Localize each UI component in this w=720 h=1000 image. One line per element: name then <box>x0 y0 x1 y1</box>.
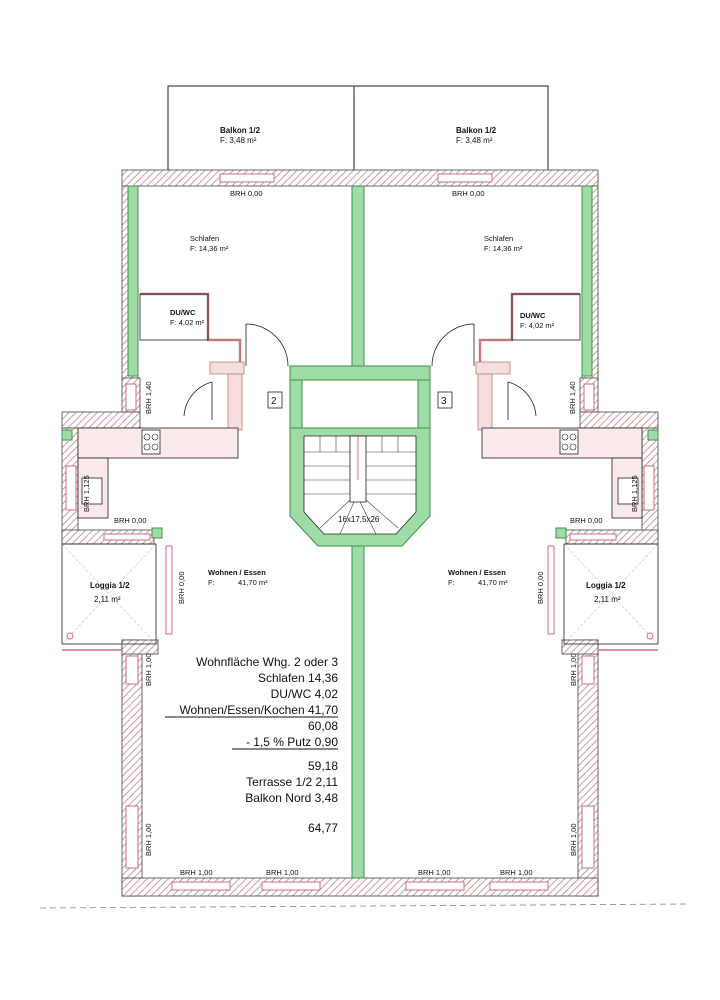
ground-line <box>40 904 690 908</box>
summary-wohnen: Wohnen/Essen/Kochen 41,70 <box>179 703 338 717</box>
balcony-right <box>354 86 548 172</box>
schlafen-right-area: F: 14,36 m² <box>484 244 523 253</box>
wohnen-right-prefix: F: <box>448 578 455 587</box>
summary-duwc: DU/WC 4,02 <box>270 687 338 701</box>
balkon-right-name: Balkon 1/2 <box>456 126 497 135</box>
balkon-right-area: F: 3,48 m² <box>456 136 493 145</box>
summary-terrasse: Terrasse 1/2 2,11 <box>246 775 338 789</box>
schlafen-right-name: Schlafen <box>484 234 514 243</box>
duwc-left-area: F: 4,02 m² <box>170 318 205 327</box>
wohnen-left-area: 41,70 m² <box>238 578 268 587</box>
staircase <box>290 428 430 546</box>
brh-bottom-2: BRH 1,00 <box>266 868 299 877</box>
summary-balkon: Balkon Nord 3,48 <box>245 791 338 805</box>
balkon-left-name: Balkon 1/2 <box>220 126 261 135</box>
brh-top-left: BRH 0,00 <box>230 189 263 198</box>
brh-side-left-low: BRH 1,00 <box>144 823 153 856</box>
wohnen-left-prefix: F: <box>208 578 215 587</box>
brh-loggia-top-right: BRH 0,00 <box>570 516 603 525</box>
brh-kitchen-right: BRH 1,125 <box>630 475 639 512</box>
brh-kitchen-left: BRH 1,125 <box>82 475 91 512</box>
schlafen-left-name: Schlafen <box>190 234 220 243</box>
brh-side-left-upper: BRH 1,40 <box>144 381 153 414</box>
loggia-left-area: 2,11 m² <box>94 595 121 604</box>
area-summary <box>165 655 338 835</box>
summary-putz: - 1,5 % Putz 0,90 <box>245 735 338 749</box>
summary-total: 64,77 <box>307 821 338 835</box>
summary-title: Wohnfläche Whg. 2 oder 3 <box>196 655 338 669</box>
brh-side-right-upper: BRH 1,40 <box>568 381 577 414</box>
brh-side-right-low: BRH 1,00 <box>569 823 578 856</box>
summary-net: 59,18 <box>307 759 338 773</box>
duwc-right-area: F: 4,02 m² <box>520 321 555 330</box>
loggia-right-name: Loggia 1/2 <box>586 581 626 590</box>
loggia-left-name: Loggia 1/2 <box>90 581 130 590</box>
brh-bottom-3: BRH 1,00 <box>418 868 451 877</box>
brh-side-right-mid: BRH 1,00 <box>569 653 578 686</box>
schlafen-left-area: F: 14,36 m² <box>190 244 229 253</box>
wohnen-right-area: 41,70 m² <box>478 578 508 587</box>
brh-loggia-top-left: BRH 0,00 <box>114 516 147 525</box>
kitchen-right <box>482 428 642 518</box>
brh-loggia-inner-left: BRH 0,00 <box>177 571 186 604</box>
brh-side-left-mid: BRH 1,00 <box>144 653 153 686</box>
wohnen-right-name: Wohnen / Essen <box>448 568 506 577</box>
duwc-left-name: DU/WC <box>170 308 196 317</box>
loggia-right-area: 2,11 m² <box>594 595 621 604</box>
brh-top-right: BRH 0,00 <box>452 189 485 198</box>
wohnen-left-name: Wohnen / Essen <box>208 568 266 577</box>
stair-label: 16x17,5x26 <box>338 515 380 524</box>
kitchen-left <box>78 428 238 518</box>
unit-number-left: 2 <box>271 396 277 407</box>
duwc-right-name: DU/WC <box>520 311 546 320</box>
balcony-left <box>168 86 354 172</box>
summary-schlafen: Schlafen 14,36 <box>257 671 338 685</box>
balkon-left-area: F: 3,48 m² <box>220 136 257 145</box>
brh-bottom-1: BRH 1,00 <box>180 868 213 877</box>
summary-subtotal: 60,08 <box>307 719 338 733</box>
brh-loggia-inner-right: BRH 0,00 <box>536 571 545 604</box>
unit-number-right: 3 <box>441 396 447 407</box>
brh-bottom-4: BRH 1,00 <box>500 868 533 877</box>
